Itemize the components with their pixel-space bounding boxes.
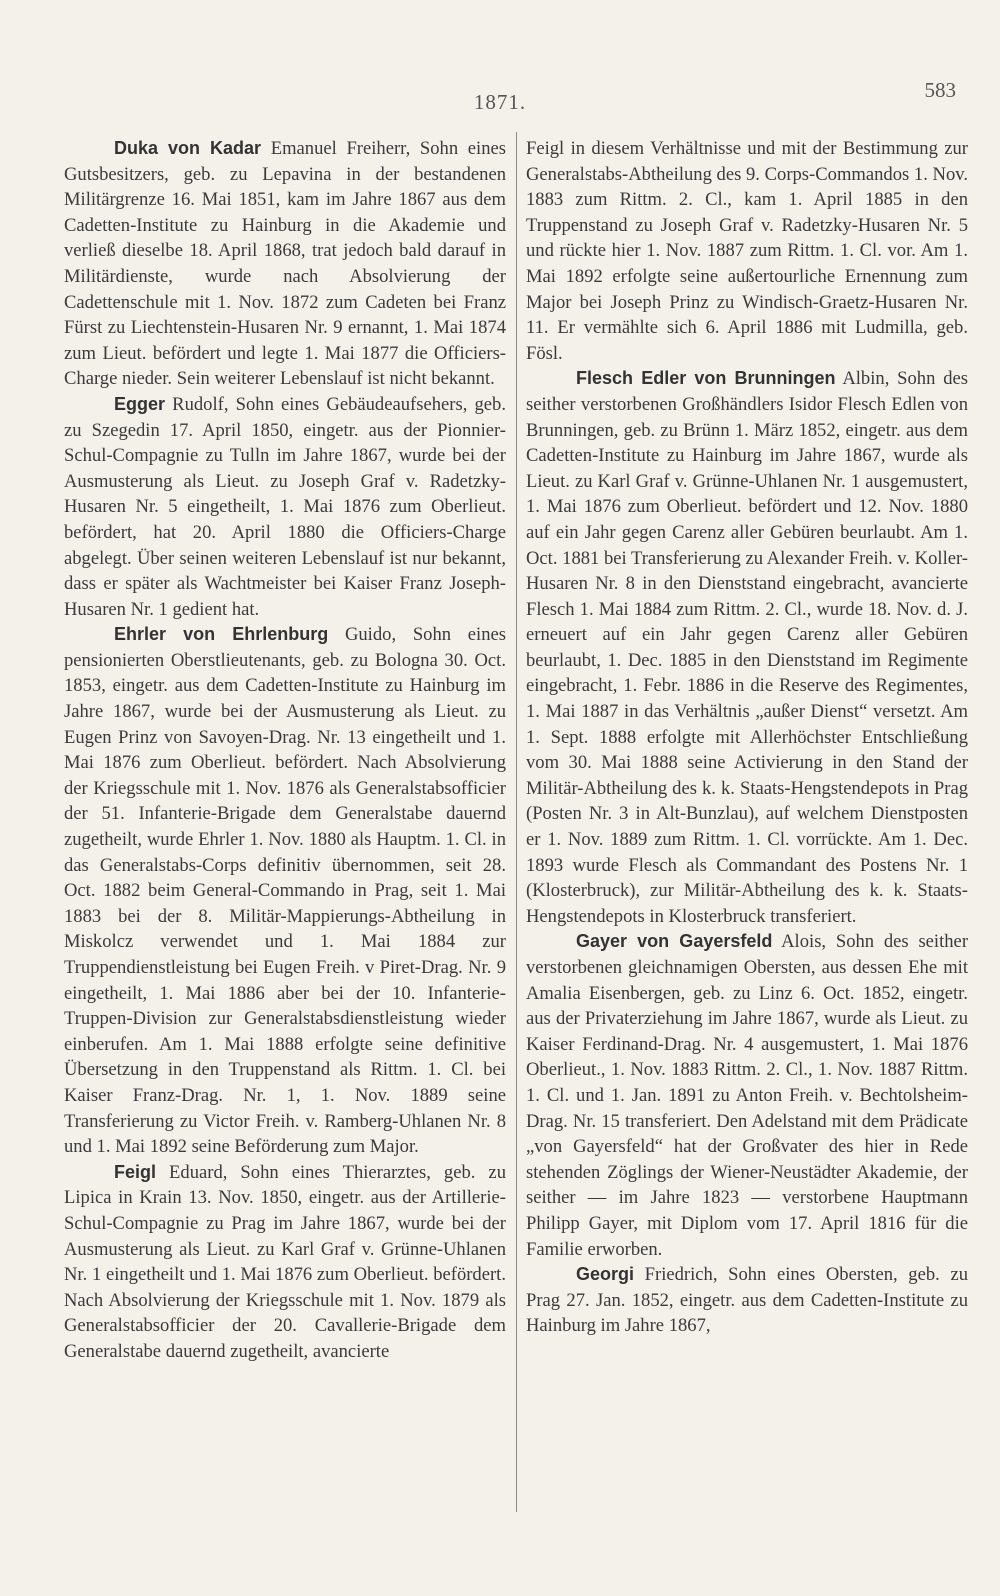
entry-duka xyxy=(64,136,506,392)
entry-ehrler xyxy=(64,622,506,1159)
entry-text: Eduard, Sohn eines Thierarztes, geb. zu Lipica in Krain 13. Nov. 1850, eingetr. aus der Artillerie-Schul-Compagnie zu Prag im Jahre 1867, wurde bei der Ausmusterung als Lieut. zu Karl Graf v. Grünne-Uhlanen Nr. 1 eingetheilt und 1. Mai 1876 zum Oberlieut. befördert. Nach Absolvierung der Kriegsschule mit 1. Nov. 1879 als Generalstabsofficier der 20. Cavallerie-Brigade dem Generalstabe dauernd zugetheilt, avancierte xyxy=(64,1161,506,1362)
entry-text: Emanuel Freiherr, Sohn eines Gutsbesitzers, geb. zu Lepavina in der bestandenen Militärgrenze 16. Mai 1851, kam im Jahre 1867 aus dem Cadetten-Institute zu Hainburg in die Akademie und verließ dieselbe 18. April 1868, trat jedoch bald darauf in Militärdienste, wurde nach Absolvierung der Cadettenschule mit 1. Nov. 1872 zum Cadeten bei Franz Fürst zu Liechtenstein-Husaren Nr. 9 ernannt, 1. Mai 1874 zum Lieut. befördert und legte 1. Mai 1877 die Officiers-Charge nieder. Sein weiterer Lebenslauf ist nicht bekannt. xyxy=(64,138,506,390)
entry-feigl-continued xyxy=(526,136,968,366)
entry-flesch xyxy=(526,366,968,929)
running-header-year: 1871. xyxy=(473,90,527,114)
entry-egger xyxy=(64,392,506,622)
entry-name: Georgi xyxy=(576,1264,635,1285)
entry-name: Flesch Edler von Brunningen xyxy=(576,368,836,389)
column-divider xyxy=(516,132,517,1512)
entry-text: Albin, Sohn des seither verstorbenen Großhändlers Isidor Flesch Edlen von Brunningen, geb. zu Brünn 1. März 1852, eingetr. aus dem Cadetten-Institute zu Hainburg im Jahre 1867, wurde als Lieut. zu Karl Graf v. Grünne-Uhlanen Nr. 1 ausgemustert, 1. Mai 1876 zum Oberlieut. befördert und 12. Nov. 1880 auf ein Jahr gegen Carenz aller Gebüren beurlaubt. Am 1. Oct. 1881 bei Transferierung zu Alexander Freih. v. Koller-Husaren Nr. 8 in den Dienststand eingebracht, avancierte Flesch 1. Mai 1884 zum Rittm. 2. Cl., wurde 18. Nov. d. J. erneuert auf ein Jahr gegen Carenz aller Gebüren beurlaubt, 1. Dec. 1885 in den Dienststand im Regimente eingebracht, 1. Febr. 1886 in die Reserve des Regimentes, 1. Mai 1887 in das Verhältnis „außer Dienst“ versetzt. Am 1. Sept. 1888 erfolgte mit Allerhöchster Entschließung vom 30. Mai 1888 seine Activierung in den Stand der Militär-Abtheilung des k. k. Staats-Hengstendepots in Prag (Posten Nr. 3 in Alt-Bunzlau), auf welchem Dienstposten er 1. Nov. 1889 zum Rittm. 1. Cl. vorrückte. Am 1. Dec. 1893 wurde Flesch als Commandant des Postens Nr. 1 (Klosterbruck), zur Militär-Abtheilung des k. k. Staats-Hengstendepots in Klosterbruck transferiert. xyxy=(526,368,968,927)
entry-georgi xyxy=(526,1262,968,1339)
entry-name: Feigl xyxy=(114,1161,157,1182)
entry-text: Feigl in diesem Verhältnisse und mit der Bestimmung zur Generalstabs-Abtheilung des 9. Corps-Commandos 1. Nov. 1883 zum Rittm. 2. Cl., kam 1. April 1885 in den Truppenstand zu Joseph Graf v. Radetzky-Husaren Nr. 5 und rückte hier 1. Nov. 1887 zum Rittm. 1. Cl. vor. Am 1. Mai 1892 erfolgte seine außertourliche Ernennung zum Major bei Joseph Prinz zu Windisch-Graetz-Husaren Nr. 11. Er vermählte sich 6. April 1886 mit Ludmilla, geb. Fösl. xyxy=(526,138,968,364)
page-number: 583 xyxy=(924,78,956,102)
entry-text: Rudolf, Sohn eines Gebäudeaufsehers, geb. zu Szegedin 17. April 1850, eingetr. aus der Pionnier-Schul-Compagnie zu Tulln im Jahre 1867, wurde bei der Ausmusterung als Lieut. zu Joseph Graf v. Radetzky-Husaren Nr. 5 eingetheilt, 1. Mai 1876 zum Oberlieut. befördert, hat 20. April 1880 die Officiers-Charge abgelegt. Über seinen weiteren Lebenslauf ist nur bekannt, dass er später als Wachtmeister bei Kaiser Franz Joseph-Husaren Nr. 1 gedient hat. xyxy=(64,393,506,620)
entry-name: Gayer von Gayersfeld xyxy=(576,931,773,952)
entry-feigl xyxy=(64,1160,506,1365)
entry-text: Alois, Sohn des seither verstorbenen gleichnamigen Obersten, aus dessen Ehe mit Amalia Eisenbergen, geb. zu Linz 6. Oct. 1852, eingetr. aus der Privaterziehung im Jahre 1867, wurde als Lieut. zu Kaiser Ferdinand-Drag. Nr. 4 ausgemustert, 1. Mai 1876 Oberlieut., 1. Nov. 1883 Rittm. 2. Cl., 1. Nov. 1887 Rittm. 1. Cl. und 1. Jan. 1891 zu Anton Freih. v. Bechtolsheim-Drag. Nr. 15 transferiert. Den Adelstand mit dem Prädicate „von Gayersfeld“ hat der Großvater des hier in Rede stehenden Zöglings der Wiener-Neustädter Akademie, der seither — im Jahre 1823 — verstorbene Hauptmann Philipp Gayer, mit Diplom vom 17. April 1816 für die Familie erworben. xyxy=(526,931,969,1260)
entry-text: Guido, Sohn eines pensionierten Oberstlieutenants, geb. zu Bologna 30. Oct. 1853, eingetr. aus dem Cadetten-Institute zu Hainburg im Jahre 1867, wurde bei der Ausmusterung als Lieut. zu Eugen Prinz von Savoyen-Drag. Nr. 13 eingetheilt und 1. Mai 1876 zum Oberlieut. befördert. Nach Absolvierung der Kriegsschule mit 1. Nov. 1876 als Generalstabsofficier der 51. Infanterie-Brigade dem Generalstabe dauernd zugetheilt, wurde Ehrler 1. Nov. 1880 als Hauptm. 1. Cl. in das Generalstabs-Corps definitiv übernommen, seit 28. Oct. 1882 beim General-Commando in Prag, seit 1. Mai 1883 bei der 8. Militär-Mappierungs-Abtheilung in Miskolcz verwendet und 1. Mai 1884 zur Truppendienstleistung bei Eugen Freih. v Piret-Drag. Nr. 9 eingetheilt, 1. Mai 1886 aber bei der 10. Infanterie-Truppen-Division zur Generalstabsdienstleistung wieder einberufen. Am 1. Mai 1888 erfolgte seine definitive Übersetzung in den Truppenstand als Rittm. 1. Cl. bei Kaiser Franz-Drag. Nr. 1, 1. Nov. 1889 seine Transferierung zu Victor Freih. v. Ramberg-Uhlanen Nr. 8 und 1. Mai 1892 seine Beförderung zum Major. xyxy=(64,624,507,1158)
entry-name: Egger xyxy=(114,393,166,414)
entry-text: Friedrich, Sohn eines Obersten, geb. zu Prag 27. Jan. 1852, eingetr. aus dem Cadetten-Institute zu Hainburg im Jahre 1867, xyxy=(526,1264,968,1337)
entry-gayer xyxy=(526,929,968,1262)
right-column xyxy=(526,136,968,1339)
entry-name: Ehrler von Ehrlenburg xyxy=(114,624,329,645)
entry-name: Duka von Kadar xyxy=(114,138,262,158)
left-column xyxy=(64,136,506,1365)
